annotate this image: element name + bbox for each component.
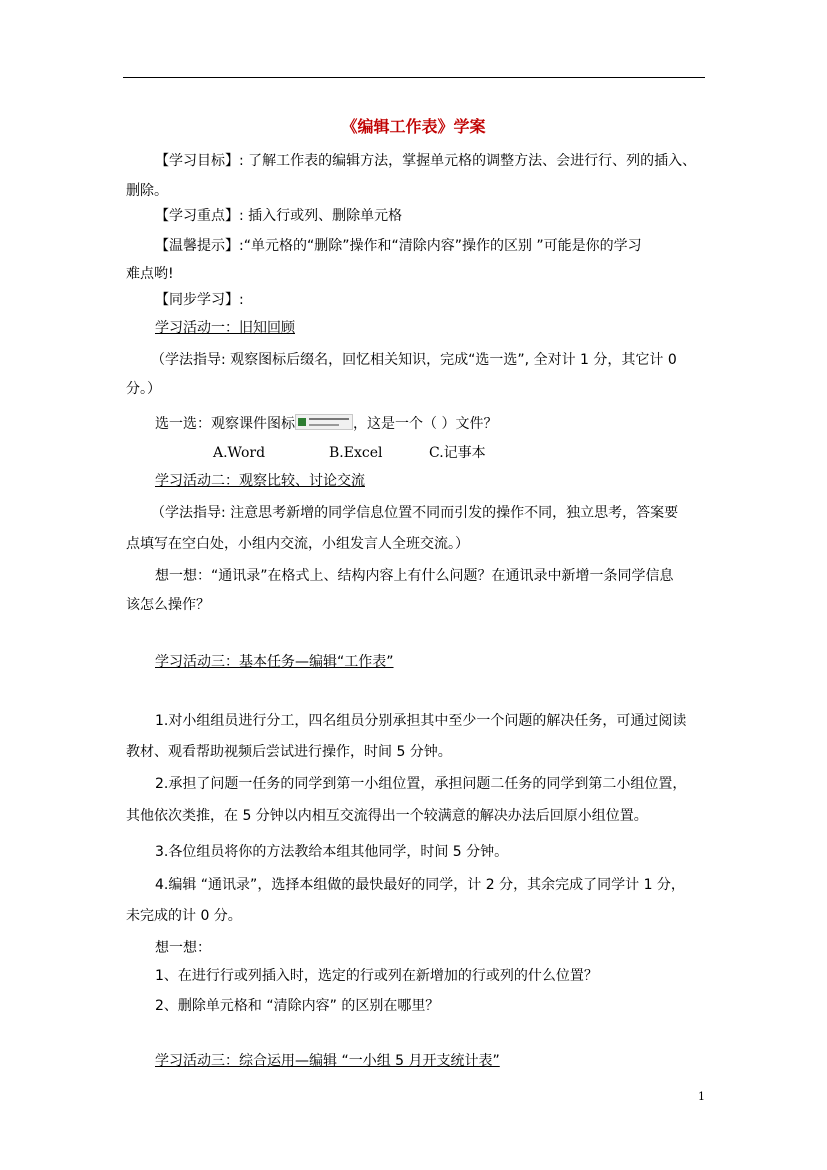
activity-2-think: 想一想：“通讯录”在格式上、结构内容上有什么问题？在通讯录中新增一条同学信息 [155, 568, 674, 584]
activity-1-question [155, 414, 497, 433]
think-question-2: 2、删除单元格和 “清除内容” 的区别在哪里？ [155, 998, 440, 1014]
question-text-before: 选一选：观察课件图标 [155, 416, 295, 432]
activity-2-heading: 学习活动二：观察比较、讨论交流 [155, 473, 365, 489]
option-c: C.记事本 [429, 445, 486, 461]
task-item-1: 1.对小组组员进行分工，四名组员分别承担其中至少一个问题的解决任务，可通过阅读 [155, 713, 687, 729]
activity-2-think-cont: 该怎么操作？ [126, 597, 210, 613]
task-item-3: 3.各位组员将你的方法教给本组其他同学，时间 5 分钟。 [155, 844, 509, 860]
learning-goal-cont: 删除。 [126, 183, 168, 199]
activity-2-guide: （学法指导: 注意思考新增的同学信息位置不同而引发的操作不同，独立思考，答案要 [151, 505, 679, 521]
activity-2-guide-cont: 点填写在空白处，小组内交流，小组发言人全班交流。） [126, 536, 469, 552]
activity-3-heading: 学习活动三：基本任务—编辑“工作表” [155, 654, 394, 670]
activity-1-guide-cont: 分。） [126, 381, 161, 397]
learning-goal: 【学习目标】: 了解工作表的编辑方法，掌握单元格的调整方法、会进行行、列的插入、 [155, 153, 697, 169]
option-a: A.Word [213, 445, 266, 461]
document-title: 《编辑工作表》学案 [341, 117, 486, 136]
learning-focus: 【学习重点】: 插入行或列、删除单元格 [155, 208, 403, 224]
activity-4-heading: 学习活动三：综合运用—编辑 “一小组 5 月开支统计表” [155, 1053, 500, 1069]
question-text-after: ，这是一个（ ）文件？ [353, 416, 498, 432]
warm-tip: 【温馨提示】:“单元格的“删除”操作和“清除内容”操作的区别 ”可能是你的学习 [155, 238, 642, 254]
header-rule [123, 77, 705, 78]
think-question-1: 1、在进行行或列插入时，选定的行或列在新增加的行或列的什么位置？ [155, 968, 598, 984]
task-item-2: 2.承担了问题一任务的同学到第一小组位置，承担问题二任务的同学到第二小组位置， [155, 776, 687, 792]
activity-1-guide: （学法指导: 观察图标后缀名，回忆相关知识，完成“选一选”, 全对计 1 分，其它计 0 [151, 352, 677, 368]
task-item-2-cont: 其他依次类推，在 5 分钟以内相互交流得出一个较满意的解决办法后回原小组位置。 [126, 808, 648, 824]
option-b: B.Excel [329, 445, 383, 461]
task-item-4-cont: 未完成的计 0 分。 [126, 908, 242, 924]
task-item-4: 4.编辑 “通讯录”，选择本组做的最快最好的同学，计 2 分，其余完成了同学计 1 分， [155, 877, 685, 893]
page-number: 1 [698, 1090, 705, 1103]
think-heading: 想一想： [155, 940, 211, 956]
warm-tip-cont: 难点哟! [126, 266, 174, 282]
file-icon-thumbnail [295, 414, 353, 430]
sync-learning: 【同步学习】: [155, 292, 244, 308]
task-item-1-cont: 教材、观看帮助视频后尝试进行操作，时间 5 分钟。 [126, 744, 452, 760]
activity-1-heading: 学习活动一：旧知回顾 [155, 320, 295, 336]
